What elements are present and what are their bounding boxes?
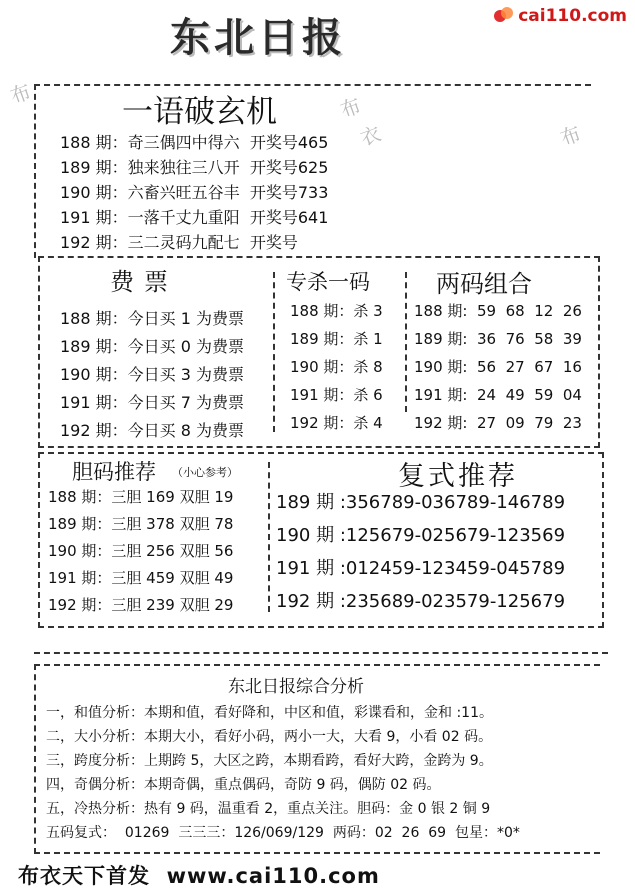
- list-item: 190 期：今日买 3 为费票: [60, 365, 244, 384]
- watermark-icon: 布: [337, 93, 365, 123]
- zhuansha-title: 专杀一码: [286, 270, 370, 294]
- divider: [405, 272, 407, 412]
- draw-label: 开奖号: [249, 233, 298, 252]
- fushi-title: 复式推荐: [398, 461, 518, 492]
- period-label: 192 期: [60, 233, 112, 252]
- list-item: 189 期: 36 76 58 39: [414, 330, 582, 348]
- list-item: 189 期：独来独往三八开 开奖号625: [60, 158, 329, 177]
- list-item: 188 期：今日买 1 为费票: [60, 309, 244, 328]
- list-item: 191 期：今日买 7 为费票: [60, 393, 244, 412]
- list-item: 189 期：三胆 378 双胆 78: [48, 515, 234, 533]
- list-item: 190 期: 56 27 67 16: [414, 358, 582, 376]
- list-item: [276, 521, 565, 554]
- list-item: 190 期：杀 8: [290, 358, 383, 376]
- watermark-icon: 布: [7, 79, 35, 109]
- draw-label: 开奖号: [249, 208, 298, 227]
- analysis-list: [46, 702, 520, 846]
- draw-number: 733: [297, 183, 329, 202]
- liangma-title: 两码组合: [436, 270, 532, 298]
- list-item: 五，冷热分析：热有 9 码，温重看 2，重点关注。胆码：金 0 银 2 铜 9: [46, 801, 491, 817]
- draw-number: 641: [297, 208, 329, 227]
- list-item: 192 期：三胆 239 双胆 29: [48, 596, 234, 614]
- list-item: [276, 587, 565, 620]
- list-item: [276, 554, 565, 587]
- period-unit: 期: [316, 525, 335, 546]
- list-item: 191 期: 24 49 59 04: [414, 386, 582, 404]
- list-item: 188 期：奇三偶四中得六 开奖号465: [60, 133, 329, 152]
- list-item: 189 期：杀 1: [290, 330, 383, 348]
- list-item: 190 期：六畜兴旺五谷丰 开奖号733: [60, 183, 329, 202]
- list-item: 192 期：杀 4: [290, 414, 383, 432]
- watermark-icon: 衣: [357, 121, 385, 151]
- fushi-value: :125679-025679-123569: [339, 525, 566, 546]
- period-label: 188 期: [60, 133, 112, 152]
- fushi-value: :356789-036789-146789: [339, 492, 566, 513]
- watermark-icon: 布: [557, 121, 585, 151]
- analysis-title: 东北日报综合分析: [228, 677, 364, 697]
- yiyu-title: 一语破玄机: [122, 94, 277, 130]
- list-item: 191 期：三胆 459 双胆 49: [48, 569, 234, 587]
- list-item: 191 期：杀 6: [290, 386, 383, 404]
- riddle-text: 奇三偶四中得六: [127, 133, 240, 152]
- riddle-text: 独来独往三八开: [127, 158, 240, 177]
- yiyu-list: [60, 130, 328, 255]
- fushi-list: [276, 488, 565, 620]
- list-item: 192 期：三二灵码九配七 开奖号: [60, 233, 298, 252]
- masthead-title: 东北日报: [170, 14, 346, 61]
- period-label: 189 期: [60, 158, 112, 177]
- list-item: 189 期：今日买 0 为费票: [60, 337, 244, 356]
- danma-note: （小心参考）: [172, 466, 238, 479]
- list-item: 188 期：杀 3: [290, 302, 383, 320]
- period-unit: 期: [316, 492, 335, 513]
- list-item: 四，奇偶分析：本期奇偶，重点偶码，奇防 9 码，偶防 02 码。: [46, 777, 441, 793]
- logo-icon: [494, 7, 514, 23]
- period-label: 192: [276, 591, 311, 612]
- riddle-text: 六畜兴旺五谷丰: [127, 183, 240, 202]
- period-unit: 期: [316, 591, 335, 612]
- fushi-value: :235689-023579-125679: [339, 591, 566, 612]
- draw-label: 开奖号: [249, 183, 298, 202]
- period-unit: 期: [316, 558, 335, 579]
- site-name: cai110.com: [518, 6, 627, 26]
- footer-text: 布衣天下首发 www.cai110.com: [18, 864, 380, 888]
- site-logo[interactable]: [494, 6, 627, 26]
- list-item: 192 期: 27 09 79 23: [414, 414, 582, 432]
- draw-label: 开奖号: [249, 133, 298, 152]
- zhuansha-list: [290, 300, 383, 440]
- draw-number: 625: [297, 158, 329, 177]
- period-label: 191: [276, 558, 311, 579]
- period-label: 190: [276, 525, 311, 546]
- danma-title: 胆码推荐: [72, 460, 156, 484]
- period-label: 189: [276, 492, 311, 513]
- list-item: 二，大小分析：本期大小，看好小码，两小一大，大看 9，小看 02 码。: [46, 729, 493, 745]
- list-item: 192 期：今日买 8 为费票: [60, 421, 244, 440]
- list-item: 191 期：一落千丈九重阳 开奖号641: [60, 208, 329, 227]
- liangma-list: [414, 300, 582, 440]
- list-item: 188 期: 59 68 12 26: [414, 302, 582, 320]
- divider: [273, 272, 275, 432]
- list-item: 一，和值分析：本期和值，看好降和，中区和值，彩谍看和，金和 :11。: [46, 705, 493, 721]
- feipiao-title: 费票: [110, 268, 178, 296]
- list-item: 190 期：三胆 256 双胆 56: [48, 542, 234, 560]
- fushi-value: :012459-123459-045789: [339, 558, 566, 579]
- riddle-text: 一落千丈九重阳: [127, 208, 240, 227]
- divider: [268, 462, 270, 612]
- feipiao-list: [60, 306, 244, 446]
- draw-label: 开奖号: [249, 158, 298, 177]
- riddle-text: 三二灵码九配七: [127, 233, 240, 252]
- list-item: [276, 488, 565, 521]
- danma-list: [48, 486, 233, 621]
- list-item: 三，跨度分析：上期跨 5，大区之跨，本期看跨，看好大跨，金跨为 9。: [46, 753, 493, 769]
- period-label: 191 期: [60, 208, 112, 227]
- period-label: 190 期: [60, 183, 112, 202]
- list-item: 五码复式： 01269 三三三：126/069/129 两码：02 26 69 包星：*0*: [46, 825, 520, 841]
- list-item: 188 期：三胆 169 双胆 19: [48, 488, 234, 506]
- divider: [34, 652, 608, 654]
- draw-number: 465: [297, 133, 329, 152]
